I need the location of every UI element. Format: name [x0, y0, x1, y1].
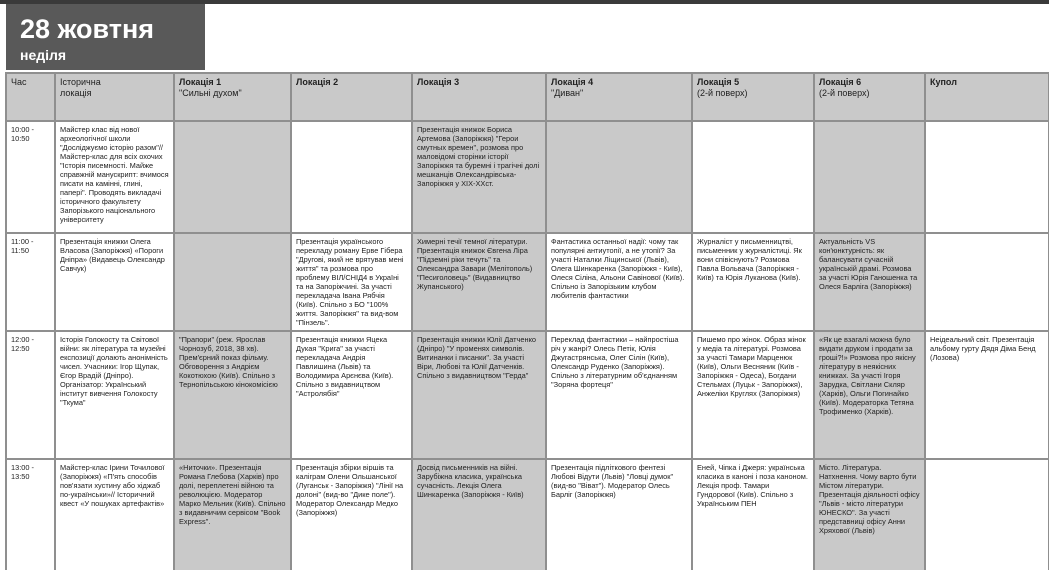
event-cell: Майстер-клас Ірини Точилової (Запоріжжя) «П'ять способів пов'язати хустину або хіджаб по-українськи»// Історичний квест «У пошуках артефактів»	[55, 459, 174, 570]
table-row	[6, 331, 1049, 459]
header-row	[6, 73, 1049, 121]
column-title: Час	[11, 77, 27, 87]
column-title: Локація 6	[819, 77, 862, 87]
column-subtitle: "Сильні духом"	[179, 88, 242, 98]
event-cell: Переклад фантастики – найпростіша річ у жанрі? Олесь Петік, Юлія Джугастрянська, Олег Сілін (Київ), Олександр Руденко (Запоріжжя). Спільно з літературним об'єднанням "Зоряна фортеця"	[546, 331, 692, 459]
column-title: Локація 3	[417, 77, 460, 87]
column-subtitle: (2-й поверх)	[697, 88, 748, 98]
column-header-location-4	[546, 73, 692, 121]
event-cell: Презентація книжки Олега Власова (Запоріжжя) «Пороги Дніпра» (Видавець Олександр Савчук)	[55, 233, 174, 331]
table-row	[6, 233, 1049, 331]
column-title: Локація 4	[551, 77, 594, 87]
time-cell: 13:00 - 13:50	[6, 459, 55, 570]
column-title: Локація 1	[179, 77, 222, 87]
event-cell: «Ниточки». Презентація Романа Глебова (Харків) про долі, переплетені війною та революцією. Модератор Марко Мельник (Київ). Спільно з видавничим сервісом "Book Express".	[174, 459, 291, 570]
table-row	[6, 459, 1049, 570]
column-header-location-3	[412, 73, 546, 121]
event-cell	[925, 459, 1049, 570]
weekday-label: неділя	[20, 47, 67, 63]
event-cell	[925, 121, 1049, 233]
table-row	[6, 121, 1049, 233]
date-header	[6, 4, 205, 70]
column-header-historical	[55, 73, 174, 121]
schedule-table	[5, 72, 1049, 570]
column-subtitle: локація	[60, 88, 92, 98]
event-cell: Презентація підліткового фентезі Любові Відути (Львів) "Ловці думок" (вид-во "Віват"). Модератор Олесь Барліг (Запоріжжя)	[546, 459, 692, 570]
column-header-location-6	[814, 73, 925, 121]
column-title: Локація 2	[296, 77, 339, 87]
event-cell	[925, 233, 1049, 331]
column-subtitle: "Диван"	[551, 88, 584, 98]
event-cell: «Як це взагалі можна було видати друком і продати за гроші?!» Розмова про якісну літературу в неякісних книжках. За участі Ігоря Зарудка, Світлани Скляр (Харків), Ольги Погинайко (Київ). Модераторка Тетяна Трофименко (Харків).	[814, 331, 925, 459]
column-header-location-2	[291, 73, 412, 121]
date-title: 28 жовтня	[20, 14, 155, 44]
event-cell: Місто. Література. Натхнення. Чому варто бути Містом літератури. Презентація діяльності офісу "Львів - місто літератури ЮНЕСКО". За участі представниці офісу Анни Хряхової (Львів)	[814, 459, 925, 570]
time-cell: 10:00 - 10:50	[6, 121, 55, 233]
column-header-location-5	[692, 73, 814, 121]
event-cell: Презентація книжок Бориса Артемова (Запоріжжя) "Герои смутных времен", розмова про маловідомі сторінки історії Запоріжжя та буремні і трагічні долі мешканців Олександрівська-Запоріжжя у XIX-XXст.	[412, 121, 546, 233]
event-cell: Журналіст у письменництві, письменник у журналістиці. Як вони співіснують? Розмова Павла Вольвача (Запоріжжя - Київ) та Юрія Луканова (Київ).	[692, 233, 814, 331]
event-cell: Презентація збірки віршів та каліграм Олени Ольшанської (Луганськ - Запоріжжя) "Лінії на долоні" (вид-во "Дике поле"). Модератор Олександр Медко (Запоріжжя)	[291, 459, 412, 570]
column-title: Купол	[930, 77, 957, 87]
event-cell: Досвід письменників на війні. Зарубіжна класика, українська сучасність. Лекція Олега Шинкаренка (Запоріжжя - Київ)	[412, 459, 546, 570]
event-cell: Історія Голокосту та Світової війни: як література та музейні експозиції долають анонімність чисел. Учасники: Ігор Щупак, Єгор Врадій (Дніпро). Організатор: Український інститут вивчення Голокосту "Ткума"	[55, 331, 174, 459]
event-cell: Майстер клас від нової археологічної школи "Досліджуємо історію разом"// Майстер-клас для всіх охочих "Історія писемності. Майже справжній манускрипт: вчимося писати на камінні, глині, папері". Проводять викладачі історичного факультету Запорізького національного університету	[55, 121, 174, 233]
event-cell: Фантастика останньої надії: чому так популярні антиутопії, а не утопії? За участі Наталки Ліщинської (Львів), Олега Шинкаренка (Запоріжжя - Київ), Олеся Сіліна, Альони Савінової (Київ). Спільно із Запорізьким клубом любителів фантастики	[546, 233, 692, 331]
event-cell: Актуальність VS кон'юнктурність: як балансувати сучасній українській драмі. Розмова за участі Юрія Ганошенка та Олеся Барліга (Запоріжжя)	[814, 233, 925, 331]
event-cell	[174, 121, 291, 233]
time-cell: 11:00 - 11:50	[6, 233, 55, 331]
column-header-time	[6, 73, 55, 121]
event-cell	[546, 121, 692, 233]
event-cell: "Прапори" (реж. Ярослав Чорнозуб, 2018, 38 хв). Прем'єрний показ фільму. Обговорення з Андрієм Кокотюхою (Київ). Спільно з Тернопільською кінокомісією	[174, 331, 291, 459]
event-cell: Презентація книжки Яцека Дукая "Крига" за участі перекладача Андрія Павлишина (Львів) та Володимира Арєнєва (Київ). Спільно з видавництвом "Астролябія"	[291, 331, 412, 459]
event-cell: Неідеальний світ. Презентація альбому гурту Дядя Діма Бенд (Лозова)	[925, 331, 1049, 459]
event-cell: Презентація книжки Юлії Датченко (Дніпро) "У променях символів. Витинанки і писанки". За участі Віри, Любові та Юлії Датченків. Спільно з видавництвом "Герда"	[412, 331, 546, 459]
event-cell	[814, 121, 925, 233]
event-cell	[291, 121, 412, 233]
column-title: Історична	[60, 77, 101, 87]
event-cell: Еней, Чіпка і Джеря: українська класика в каноні і поза каноном. Лекція проф. Тамари Гундорової (Київ). Спільно з Українським ПЕН	[692, 459, 814, 570]
event-cell	[692, 121, 814, 233]
event-cell: Пишемо про жінок. Образ жінок у медіа та літературі. Розмова за участі Тамари Марценюк (Київ), Ольги Весняник (Київ - Запоріжжя - Одеса), Богдани Стельмах (Луцьк - Запоріжжя), Анжеліки Круглях (Запоріжжя)	[692, 331, 814, 459]
event-cell: Презентація українського перекладу роману Ерве Гібера "Другові, який не врятував мені життя" та розмова про проблему ВІЛ/СНІД4 в Україні та на Запоріжчині. За участі перекладача Івана Рябчія (Київ). Спільно з БО "100% життя. Запоріжжя" та вид-вом "Пінзель".	[291, 233, 412, 331]
time-cell: 12:00 - 12:50	[6, 331, 55, 459]
column-header-dome	[925, 73, 1049, 121]
event-cell: Химерні течії темної літератури. Презентація книжок Євгена Ліра "Підземні ріки течуть" та Олександра Завари (Мелітополь) "Песиголовець" (Видавництво Жупанського)	[412, 233, 546, 331]
column-header-location-1	[174, 73, 291, 121]
event-cell	[174, 233, 291, 331]
column-subtitle: (2-й поверх)	[819, 88, 870, 98]
column-title: Локація 5	[697, 77, 740, 87]
